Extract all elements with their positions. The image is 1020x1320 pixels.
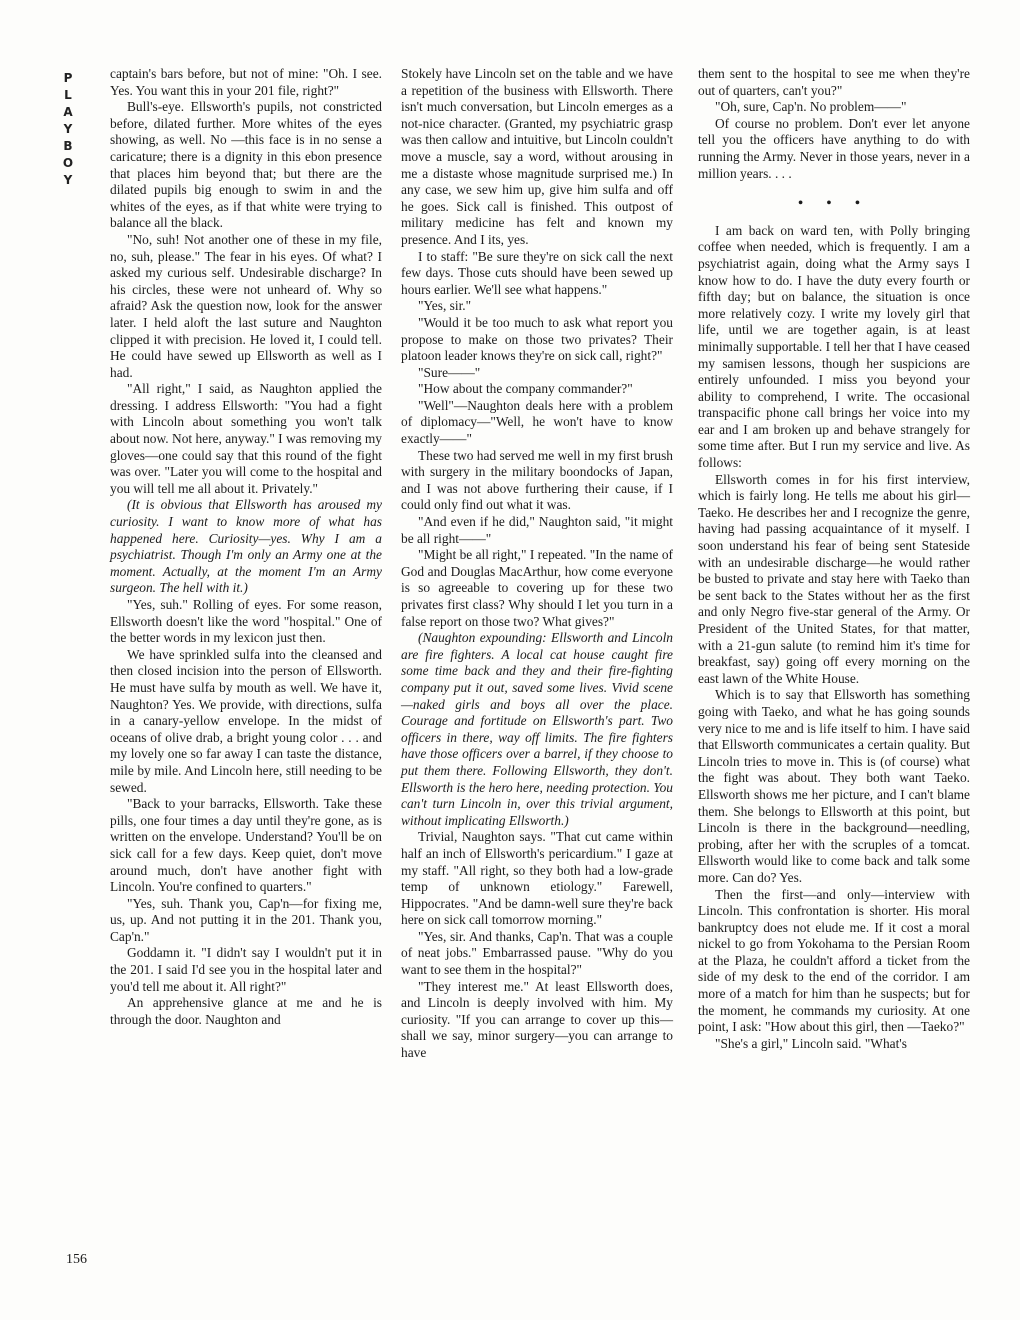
paragraph: "Sure——" (418, 364, 481, 380)
mag-letter: L (64, 88, 72, 102)
paragraph: captain's bars before, but not of mine: "Oh. I see. Yes. You want this in your 201 file, right?" (110, 66, 382, 98)
paragraph: An apprehensive glance at me and he is through the door. Naughton and (110, 995, 382, 1027)
paragraph: "She's a girl," Lincoln said. "What's (715, 1035, 907, 1051)
mag-letter: B (63, 139, 73, 153)
magazine-name-vertical (55, 72, 81, 191)
paragraph: Ellsworth comes in for his first interview, which is fairly long. He tells me about his girl—Taeko. He describes her and I recognize the genre, having had passing acquaintance of it myself. I soon understand his fear of being sent Stateside with an undesirable discharge—he would rather be busted to private and stay here with Taeko than be sent back to the States without her as the first and only Negro five-star general of the Army. Or President of the United States, for that matter, with a 21-gun salute (to remind him it's time for breakfast, say) going off every morning on the east lawn of the White House. (698, 471, 970, 686)
text-column-3 (698, 66, 970, 1052)
text-column-1 (110, 66, 382, 1028)
paragraph: These two had served me well in my first brush with surgery in the military boondocks of Japan, and I was not above furthering their cause, if I could only find out what it was. (401, 447, 673, 513)
paragraph: Which is to say that Ellsworth has something going with Taeko, and what he has going sounds very nice to me and is life itself to him. I have said that Ellsworth communicates a certain quality. But Lincoln tries to move in. This is (of course) what the fight was about. They both want Taeko. Ellsworth shows me her picture, and I can't blame them. She belongs to Ellsworth at this point, but Lincoln is there in the background—needling, probing, after her with the scruples of a tomcat. Ellsworth would like to come back and talk some more. Can do? Yes. (698, 687, 970, 885)
mag-letter: P (63, 71, 73, 85)
paragraph: "Yes, suh." Rolling of eyes. For some reason, Ellsworth doesn't like the word "hospital." One of the better words in my lexicon just then. (110, 597, 382, 646)
mag-letter: O (62, 156, 74, 170)
paragraph: "Well"—Naughton deals here with a problem of diplomacy—"Well, he won't have to know exactly——" (401, 397, 673, 447)
paragraph: "Yes, sir." (418, 298, 472, 314)
paragraph: I to staff: "Be sure they're on sick call the next few days. Those cuts should have been sewed up hours earlier. We'll see what happens." (401, 248, 673, 297)
mag-letter: Y (63, 173, 73, 187)
paragraph: "All right," I said, as Naughton applied the dressing. I address Ellsworth: "You had a fight with Lincoln about something you won't talk about now. Not here, anyway." I was removing my gloves—one could say that this round of the fight was over. "Later you will come to the hospital and you will tell me all about it. Privately." (110, 381, 382, 496)
paragraph: Of course no problem. Don't ever let anyone tell you the officers have anything to do with running the Army. Never in those years, never in a million years. . . . (698, 115, 970, 181)
paragraph: "How about the company commander?" (418, 381, 633, 397)
paragraph: "They interest me." At least Ellsworth does, and Lincoln is deeply involved with him. My curiosity. "If you can arrange to cover up this—shall we say, minor surgery—you can arrange to have (401, 978, 673, 1061)
paragraph: Then the first—and only—interview with Lincoln. This confrontation is shorter. His moral bankruptcy does not elude me. If it cost a moral nickel to go from Yokohama to the Persian Room at the Plaza, he couldn't afford a ticket from the side of my desk to the end of the corridor. I am more of a match for him than he suspects; but for the moment, he commands my curiosity. At one point, I ask: "How about this girl, then —Taeko?" (698, 886, 970, 1035)
paragraph: (Naughton expounding: Ellsworth and Lincoln are fire fighters. A local cat house caught fire some time back and they and their fire-fighting company put it out, saved some lives. Vivid scene—naked girls and boys all over the place. Courage and fortitude on Ellsworth's part. Two officers in there, way off limits. The fire fighters have those officers over a barrel, if they choose to put them there. Following Ellsworth, they don't. Ellsworth is the hero here, needing protection. You can't turn Lincoln in, over this trivial argument, without implicating Ellsworth.) (401, 630, 673, 828)
paragraph: "Might be all right," I repeated. "In the name of God and Douglas MacArthur, how come everyone is so agreeable to covering up for these two privates first class? Why should I let you turn in a false report on those two? What gives?" (401, 547, 673, 629)
paragraph: Goddamn it. "I didn't say I wouldn't put it in the 201. I said I'd see you in the hospital later and you'd tell me about it. All right?" (110, 945, 382, 994)
paragraph: (It is obvious that Ellsworth has aroused my curiosity. I want to know more of what has happened here. Curiosity—yes. Why I am a psychiatrist. Though I'm only an Army one at the moment. Actually, at the moment I'm an Army surgeon. The hell with it.) (110, 497, 382, 596)
paragraph: Bull's-eye. Ellsworth's pupils, not constricted before, dilated further. More whites of the eyes showing, as well. No —this face is in no sense a caricature; there is a dignity in this ebon presence that places him beyond that; but there are the dilated pupils big enough to swim in and the whites of the eyes, as if that white were trying to balance all the black. (110, 99, 382, 231)
paragraph: We have sprinkled sulfa into the cleansed and then closed incision into the person of Ellsworth. He must have sulfa by mouth as well. We have it, Naughton? Yes. We provide, with directions, sulfa in a canary-yellow envelope. In the midst of oceans of olive drab, a bright young color . . . and my lovely one so far away I can taste the distance, mile by mile. And Lincoln here, still needing to be sewed. (110, 646, 382, 795)
section-separator: • • • (798, 196, 870, 212)
paragraph: "Would it be too much to ask what report you propose to make on those two privates? Their platoon leader knows they're on sick call, right?" (401, 314, 673, 364)
paragraph: "No, suh! Not another one of these in my file, no, suh, please." The fear in his eyes. Of what? I asked my curious self. Undesirable discharge? In his circles, these were not unheard of. Why so afraid? Ask the question now, look for the answer later. I held aloft the last suture and Naughton clipped it with precision. He loved it, I could tell. He could have sewed up Ellsworth as well as I had. (110, 231, 382, 380)
paragraph: "Oh, sure, Cap'n. No problem——" (715, 99, 907, 115)
paragraph: them sent to the hospital to see me when they're out of quarters, can't you?" (698, 66, 970, 98)
paragraph: "Yes, sir. And thanks, Cap'n. That was a couple of neat jobs." Embarrassed pause. "Why do you want to see them in the hospital?" (401, 928, 673, 978)
paragraph: Stokely have Lincoln set on the table and we have a repetition of the business with Ellsworth. There isn't much conversation, but Lincoln emerges as a not-nice character. (Granted, my psychiatric grasp was then callow and intuitive, but Lincoln couldn't move a muscle, say a word, without arousing in me a distaste whose magnitude surprised me.) In any case, we sew him up, give him sulfa and off he goes. Sick call is finished. This outpost of military medicine has felt and known my presence. And I its, yes. (401, 66, 673, 247)
mag-letter: Y (63, 122, 73, 136)
mag-letter: A (63, 105, 73, 119)
paragraph: "And even if he did," Naughton said, "it might be all right——" (401, 514, 673, 546)
page-number: 156 (66, 1252, 87, 1267)
paragraph: "Back to your barracks, Ellsworth. Take these pills, one four times a day until they're gone, as is written on the envelope. Understand? You'll be on sick call for a few days. Keep quiet, don't move around much, don't have another fight with Lincoln. You're confined to quarters." (110, 796, 382, 895)
paragraph: Trivial, Naughton says. "That cut came within half an inch of Ellsworth's pericardium." I gaze at my staff. "All right, so they both had a low-grade temp of unknown etiology." Farewell, Hippocrates. "And be damn-well sure they're back here on sick call tomorrow morning." (401, 829, 673, 928)
text-column-2 (401, 66, 673, 1062)
paragraph: I am back on ward ten, with Polly bringing coffee when needed, which is frequently. I am a psychiatrist again, doing what the Army says I know how to do. I have the duty every fourth or fifth day; but on balance, the situation is once more relatively cozy. I write my lovely girl that life, until we are together again, is at least minimally supportable. I tell her that I have ceased my samisen lessons, though her suspicions are entirely unfounded. I miss you beyond your ability to comprehend, I write. The occasional transpacific phone call brings her voice into my ear and I am broken up and behave strangely for some time after. But I run my service and live. As follows: (698, 222, 970, 471)
paragraph: "Yes, suh. Thank you, Cap'n—for fixing me, us, up. And not putting it in the 201. Thank you, Cap'n." (110, 895, 382, 944)
